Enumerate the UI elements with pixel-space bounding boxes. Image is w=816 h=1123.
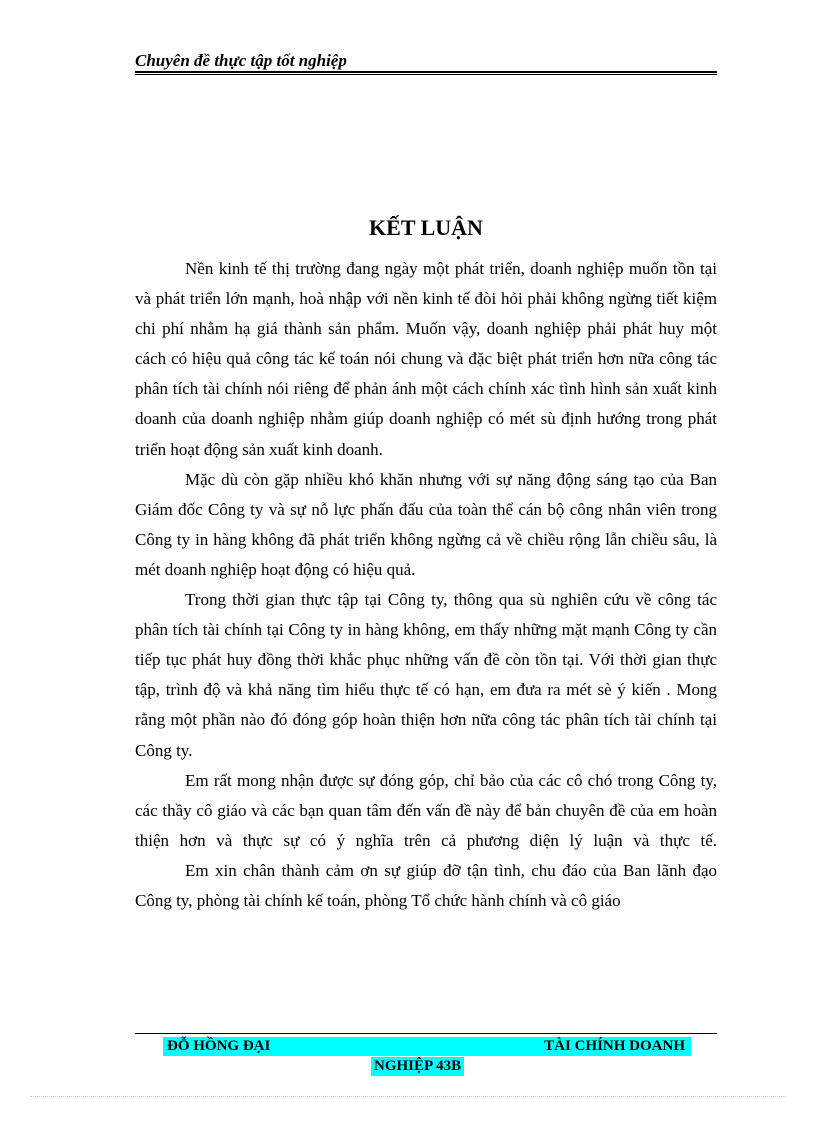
running-header: Chuyên đề thực tập tốt nghiệp bbox=[135, 51, 347, 70]
header-rule-thin bbox=[135, 74, 717, 75]
footer-highlight-line-1 bbox=[163, 1037, 691, 1056]
footer-author: ĐỖ HỒNG ĐẠI bbox=[167, 1038, 271, 1054]
page-bottom-dotted-rule bbox=[30, 1096, 786, 1097]
footer-major-part-1: TÀI CHÍNH DOANH bbox=[544, 1038, 685, 1054]
paragraph-3: Trong thời gian thực tập tại Công ty, thông qua sù nghiên cứu về công tác phân tích tài chính tại Công ty in hàng không, em thấy những mặt mạnh Công ty cần tiếp tục phát huy đồng thời khắc phục những vấn đề còn tồn tại. Với thời gian thực tập, trình độ và khả năng tìm hiểu thực tế có hạn, em đưa ra mét sè ý kiến . Mong rằng một phần nào đó đóng góp hoàn thiện hơn nữa công tác phân tích tài chính tại Công ty. bbox=[135, 590, 717, 760]
header-rule-thick bbox=[135, 71, 717, 73]
paragraph-1: Nền kinh tế thị trường đang ngày một phát triển, doanh nghiệp muốn tồn tại và phát triển lớn mạnh, hoà nhập với nền kinh tế đòi hỏi phải không ngừng tiết kiệm chi phí nhằm hạ giá thành sản phẩm. Muốn vậy, doanh nghiệp phải phát huy một cách có hiệu quả công tác kế toán nói chung và đặc biệt phát triển hơn nữa công tác phân tích tài chính nói riêng để phản ánh một cách chính xác tình hình sản xuất kinh doanh của doanh nghiệp nhằm giúp doanh nghiệp có mét sù định hướng trong phát triển hoạt động sản xuất kinh doanh. bbox=[135, 259, 717, 459]
paragraph-4: Em rất mong nhận được sự đóng góp, chỉ bảo của các cô chó trong Công ty, các thầy cô giáo và các bạn quan tâm đến vấn đề này để bản chuyên đề của em hoàn thiện hơn và thực sự có ý nghĩa trên cả phương diện lý luận và thực tế. bbox=[135, 770, 717, 850]
section-title: KẾT LUẬN bbox=[369, 215, 483, 240]
footer-major-part-2: NGHIỆP 43B bbox=[371, 1057, 464, 1076]
paragraph-2: Mặc dù còn gặp nhiều khó khăn nhưng với sự năng động sáng tạo của Ban Giám đốc Công ty và sự nỗ lực phấn đấu của toàn thể cán bộ công nhân viên trong Công ty in hàng không đã phát triển không ngừng cả về chiều rộng lẫn chiều sâu, là mét doanh nghiệp hoạt động có hiệu quả. bbox=[135, 469, 717, 579]
body-text bbox=[135, 254, 717, 916]
footer-rule bbox=[135, 1033, 717, 1034]
paragraph-5: Em xin chân thành cảm ơn sự giúp đỡ tận tình, chu đáo của Ban lãnh đạo Công ty, phòng tài chính kế toán, phòng Tổ chức hành chính và cô giáo bbox=[135, 860, 717, 910]
